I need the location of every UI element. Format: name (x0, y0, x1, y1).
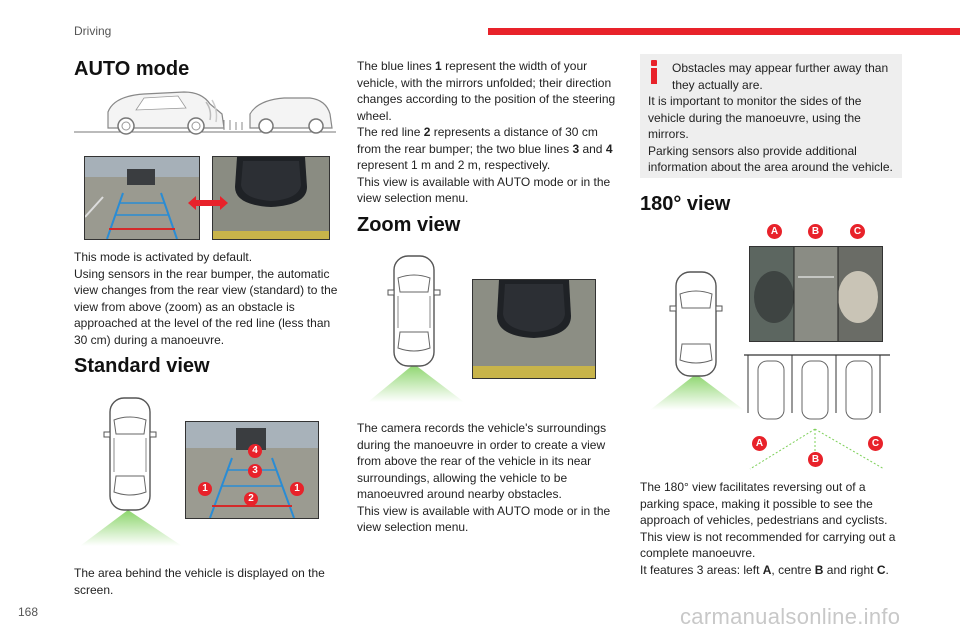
area-label: A (762, 562, 772, 577)
text: The blue lines (357, 59, 436, 73)
callout-text: 4 (252, 445, 258, 456)
info-paragraph: It is important to monitor the sides of the vehicle during the manoeuvre, using the mirrors. (648, 94, 862, 141)
view180-car-illustration (648, 270, 748, 414)
zoom-camera-image (472, 279, 596, 379)
auto-mode-car-illustration (74, 84, 336, 140)
auto-mode-paragraph: Using sensors in the rear bumper, the automatic view changes from the rear view (standard) to the view from above (zoom) as an obstacle is approached at the level of the red line (less than 30 cm) during a manoeuvre. (74, 266, 338, 347)
callout-text: 1 (294, 483, 300, 494)
callout-1-left (198, 482, 212, 496)
text: represents a distance of 30 cm from the rear bumper; the two blue lines (357, 125, 598, 156)
text: represent the width of your vehicle, with the mirrors unfolded; their direction changes according to the position of the steering wheel. (357, 59, 616, 123)
callout-text: 2 (248, 493, 254, 504)
callout-text: 3 (252, 465, 258, 476)
availability-paragraph: This view is available with AUTO mode or in the view selection menu. (357, 174, 611, 205)
page-number: 168 (18, 605, 39, 619)
auto-mode-heading: AUTO mode (74, 58, 190, 80)
standard-view-text: The area behind the vehicle is displayed on the screen. (74, 566, 325, 597)
view180-text (640, 479, 902, 578)
info-paragraph: Parking sensors also provide additional information about the area around the vehicle. (648, 143, 893, 174)
standard-car-top-illustration (76, 394, 186, 548)
callout-2 (244, 492, 258, 506)
callout-text: 1 (202, 483, 208, 494)
zoom-paragraph: The camera records the vehicle's surroundings during the manoeuvre in order to create a view from above the rear of the vehicle in its near surroundings, allowing the vehicle to be manoeuvred around nearby obstacles. (357, 421, 607, 501)
label-text: A (755, 438, 764, 449)
auto-switch-arrow (188, 196, 228, 210)
areas-paragraph (640, 562, 902, 579)
text: and right (823, 562, 877, 577)
callout-3 (248, 464, 262, 478)
callout-4 (248, 444, 262, 458)
zoom-car-top-illustration (364, 252, 468, 406)
view180-heading: 180° view (640, 193, 731, 215)
view180-paragraph: The 180° view facilitates reversing out of a parking space, making it possible to see the approach of vehicles, pedestrians and cyclists. (640, 480, 888, 527)
label-text: B (811, 226, 820, 237)
auto-mode-text (74, 249, 338, 348)
label-a-bottom (752, 436, 767, 451)
label-text: B (811, 454, 820, 465)
header-accent-bar (488, 28, 960, 35)
num: 1 (435, 59, 442, 73)
label-b-bottom (808, 452, 823, 467)
area-label: B (814, 562, 824, 577)
auto-mode-paragraph: This mode is activated by default. (74, 250, 253, 264)
text: , centre (771, 562, 815, 577)
text: It features 3 areas: left (640, 562, 763, 577)
info-note-box (640, 54, 902, 178)
text: and (579, 141, 606, 156)
num: 2 (423, 125, 431, 139)
info-icon (648, 60, 660, 86)
view180-camera-image (749, 246, 883, 342)
num: 4 (605, 141, 613, 156)
lines-text (357, 58, 619, 207)
label-text: C (853, 226, 862, 237)
label-c-bottom (868, 436, 883, 451)
auto-rear-camera-image (84, 156, 200, 240)
label-text: C (871, 438, 880, 449)
text: . (885, 562, 889, 577)
label-text: A (770, 226, 779, 237)
zoom-paragraph: This view is available with AUTO mode or in the view selection menu. (357, 503, 611, 534)
text: represent 1 m and 2 m, respectively. (357, 158, 551, 172)
standard-camera-image (185, 421, 319, 519)
watermark: carmanualsonline.info (680, 604, 901, 629)
section-label: Driving (74, 24, 112, 38)
area-label: C (876, 562, 886, 577)
num: 3 (572, 141, 580, 156)
auto-zoom-camera-image (212, 156, 330, 240)
label-a-top (767, 224, 782, 239)
view180-paragraph: This view is not recommended for carrying out a complete manoeuvre. (640, 529, 896, 560)
zoom-view-heading: Zoom view (357, 214, 461, 236)
text: The red line (357, 125, 424, 139)
blue-lines-paragraph (357, 58, 619, 124)
red-line-paragraph (357, 124, 619, 174)
standard-view-heading: Standard view (74, 355, 210, 377)
label-c-top (850, 224, 865, 239)
info-first-line: Obstacles may appear further away than they actually are. (672, 61, 889, 92)
label-b-top (808, 224, 823, 239)
callout-1-right (290, 482, 304, 496)
info-rest (648, 93, 898, 176)
zoom-view-text (357, 420, 619, 536)
